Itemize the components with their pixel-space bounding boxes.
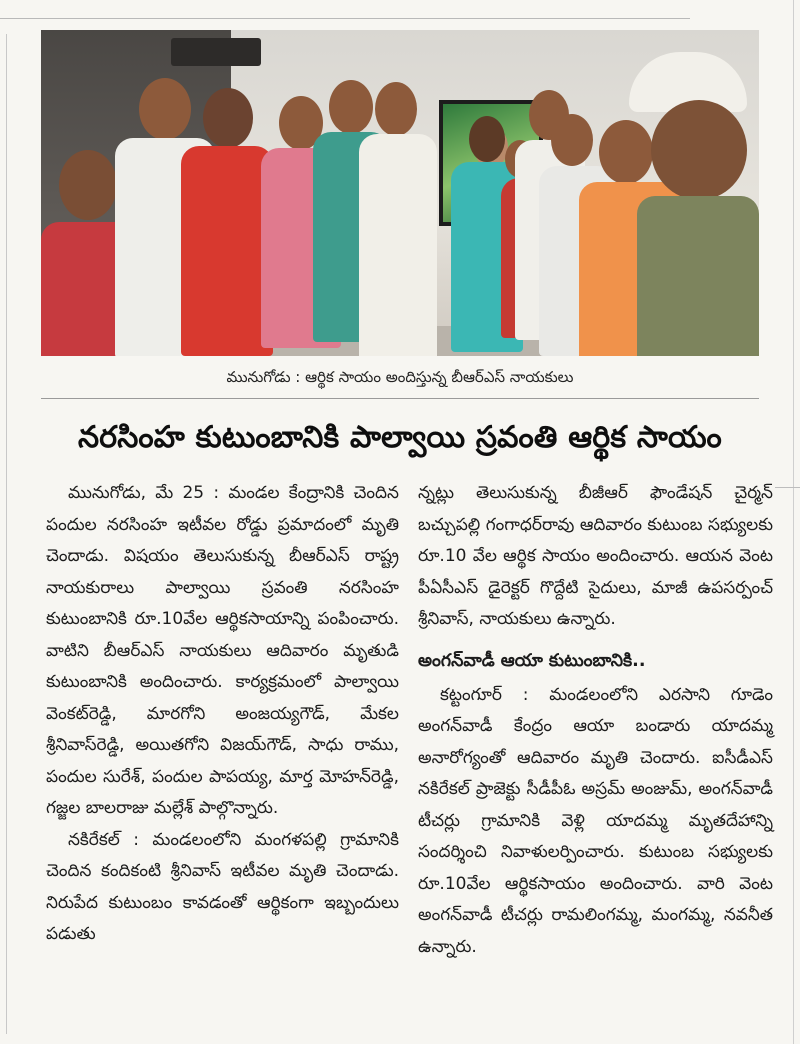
right-edge-rule — [793, 0, 794, 1044]
article-paragraph: నకిరేకల్ : మండలంలోని మంగళపల్లి గ్రామానికి చెందిన కందికంటి శ్రీనివాస్ ఇటీవల మృతి చెందాడు. నిరుపేద కుటుంబం కావడంతో ఆర్థికంగా ఇబ్బందులు పడుతు — [46, 829, 399, 944]
article-column-right — [418, 478, 773, 963]
right-edge-tick — [775, 487, 800, 488]
article-column-left — [46, 478, 399, 951]
left-column-rule — [6, 34, 7, 1034]
news-photo — [41, 30, 759, 356]
top-rule — [0, 18, 690, 19]
article-paragraph: కట్టంగూర్ : మండలంలోని ఎరసాని గూడెం అంగన్‌వాడీ కేంద్రం ఆయా బండారు యాదమ్మ అనారోగ్యంతో ఆదివారం మృతి చెందారు. ఐసీడీఎస్ నకిరేకల్ ప్రాజెక్టు సీడీపీఓ అస్రమ్ అంజుమ్, అంగన్‌వాడీ టీచర్లు గ్రామానికి వెళ్లి యాదమ్మ మృతదేహాన్ని సందర్శించి నివాళులర్పించారు. కుటుంబ సభ్యులకు రూ.10వేల ఆర్థికసాయం అందించారు. వారి వెంట అంగన్‌వాడీ టీచర్లు రామలింగమ్మ, మంగమ్మ, నవనీత ఉన్నారు. — [418, 684, 773, 957]
article-paragraph: మునుగోడు, మే 25 : మండల కేంద్రానికి చెందిన పందుల నరసింహ ఇటీవల రోడ్డు ప్రమాదంలో మృతి చెందాడు. విషయం తెలుసుకున్న బీఆర్ఎస్ రాష్ట్ర నాయకురాలు పాల్వాయి స్రవంతి నరసింహ కుటుంబానికి రూ.10వేల ఆర్థికసాయాన్ని పంపించారు. వాటిని బీఆర్ఎస్ నాయకులు ఆదివారం మృతుడి కుటుంబానికి అందించారు. కార్యక్రమంలో పాల్వాయి వెంకట్‌రెడ్డి, మారగోని అంజయ్యగౌడ్, మేకల శ్రీనివాస్‌రెడ్డి, అయితగోని విజయ్‌గౌడ్, సాధు రాము, పందుల సురేశ్, పందుల పాపయ్య, మార్త మోహన్‌రెడ్డి, గజ్జల బాలరాజు మల్లేశ్ పాల్గొన్నారు. — [46, 483, 399, 818]
article-paragraph: న్నట్లు తెలుసుకున్న బీజీఆర్ ఫౌండేషన్ చైర్మన్ బచ్చుపల్లి గంగాధర్‌రావు ఆదివారం కుటుంబ సభ్యులకు రూ.10 వేల ఆర్థిక సాయం అందించారు. ఆయన వెంట పీఏసీఎస్ డైరెక్టర్ గొద్దేటి సైదులు, మాజీ ఉపసర్పంచ్ శ్రీనివాస్, నాయకులు ఉన్నారు. — [418, 483, 773, 629]
headline: నరసింహ కుటుంబానికి పాల్వాయి స్రవంతి ఆర్థిక సాయం — [78, 420, 722, 455]
photo-caption: మునుగోడు : ఆర్థిక సాయం అందిస్తున్న బీఆర్ఎస్ నాయకులు — [226, 368, 574, 386]
caption-rule — [41, 398, 759, 399]
article-subheading: అంగన్‌వాడీ ఆయా కుటుంబానికి.. — [418, 650, 646, 671]
